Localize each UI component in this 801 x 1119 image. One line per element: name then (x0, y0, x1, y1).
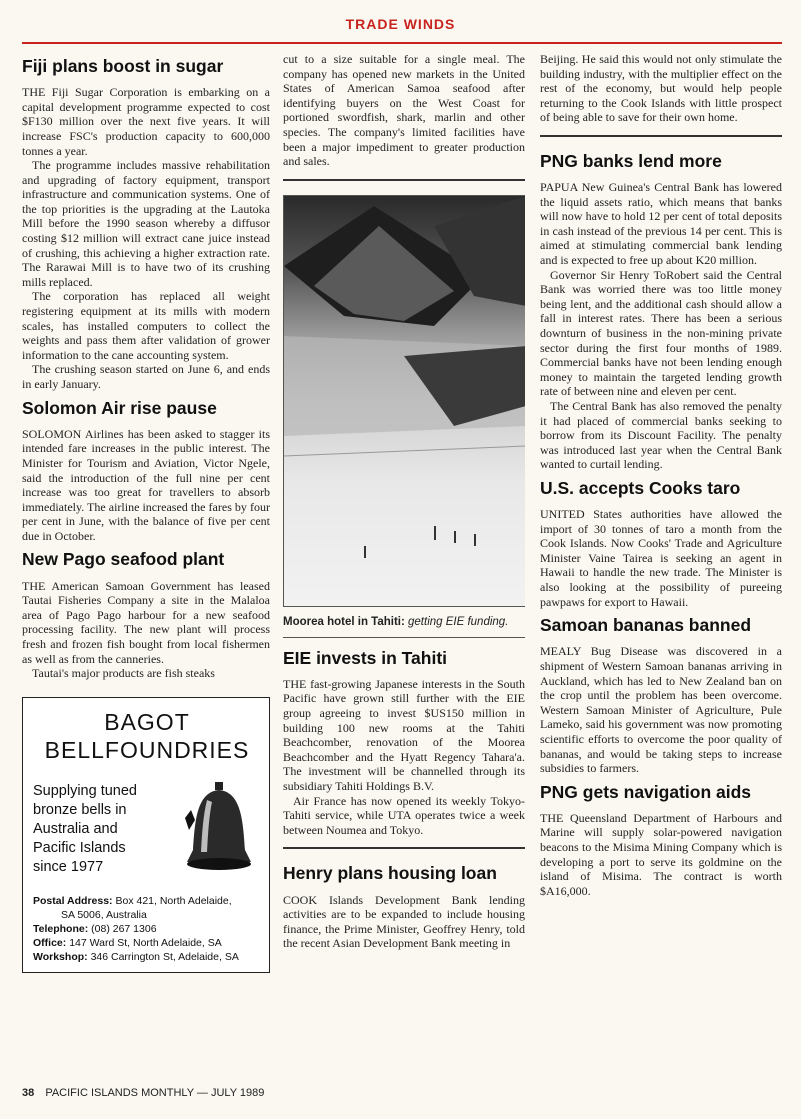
advertisement-bagot (22, 697, 270, 973)
hotel-photo (283, 195, 525, 607)
divider (540, 135, 782, 137)
column-1 (22, 50, 270, 1073)
ad-body (33, 780, 261, 880)
ad-phone-label: Telephone: (33, 922, 89, 935)
header-rule (22, 42, 782, 44)
headline-fiji: Fiji plans boost in sugar (22, 56, 224, 76)
headline-navigation: PNG gets navigation aids (540, 781, 752, 802)
paragraph: Governor Sir Henry ToRobert said the Central Bank was worried there was too little money being lent, and the additional cash should allow a fall in interest rates. There has been a serious downturn of business in the non-mining private sector during the first four months of 1989. Commercial banks have not been lending enough money to maintain the targeted lending growth rate of between nine and eleven per cent. (540, 267, 782, 399)
paragraph: The corporation has replaced all weight registering equipment at its mills with modern scales, has installed computers to collect the weights and pass them after validation of grower information to the cane accounting system. (22, 289, 270, 362)
paragraph: The crushing season started on June 6, and ends in early January. (22, 362, 270, 391)
ad-postal-label: Postal Address: (33, 894, 113, 907)
article-png-banks (540, 151, 782, 472)
headline-henry: Henry plans housing loan (283, 863, 497, 884)
ad-phone-value: (08) 267 1306 (91, 922, 157, 935)
headline-png-banks: PNG banks lend more (540, 150, 722, 171)
section-header: TRADE WINDS (345, 16, 456, 32)
publication-line: PACIFIC ISLANDS MONTHLY — JULY 1989 (45, 1087, 265, 1099)
ad-office-label: Office: (33, 936, 67, 949)
paragraph: UNITED States authorities have allowed the import of 30 tonnes of taro a month from the Cook Islands. Now Cooks' Trade and Agriculture Minister Vaine Tairea is seeking an agent in Hawaii to handle the new trade. The Minister is also looking at the possibility of pureeing pawpaws for export to Hawaii. (540, 507, 782, 609)
ad-tagline-line: since 1977 (33, 859, 104, 876)
divider (283, 637, 525, 638)
ad-tagline-line: Pacific Islands (33, 840, 126, 857)
paragraph: SOLOMON Airlines has been asked to stagger its intended fare increases in the public interest. The Minister for Tourism and Aviation, Victor Ngele, said the introduction of the full nine per cent increase was too great for travellers to absorb immediately. The airline increased the fares by four per cent in June, with the balance of five per cent due in October. (22, 426, 270, 543)
divider (283, 847, 525, 849)
ad-tagline (33, 782, 137, 877)
ad-contact (33, 894, 261, 964)
caption-bold: Moorea hotel in Tahiti: (283, 615, 405, 628)
hotel-photo-image (284, 196, 525, 606)
paragraph-continued: Beijing. He said this would not only stimulate the building industry, with the multiplier effect on the rest of the economy, but would help people returning to the Cook Islands with little prospect of being able to save for their own home. (540, 52, 782, 125)
caption-italic: getting EIE funding. (408, 615, 509, 628)
ad-postal-line2: SA 5006, Australia (61, 908, 147, 921)
ad-phone (33, 922, 261, 936)
article-pago (22, 549, 270, 680)
headline-pago: New Pago seafood plant (22, 549, 225, 570)
photo-caption (283, 615, 525, 629)
article-fiji (22, 56, 270, 392)
headline-taro: U.S. accepts Cooks taro (540, 477, 741, 498)
headline-bananas: Samoan bananas banned (540, 615, 752, 636)
paragraph-continued: cut to a size suitable for a single meal. The company has opened new markets in the United States of American Samoa seafood after identifying buyers on the West Coast for portioned swordfish, shark, marlin and other species. The company's limited facilities have been a major impediment to greater production and sales. (283, 52, 525, 169)
paragraph: THE Queensland Department of Harbours and Marine will supply solar-powered navigation beacons to the Misima Mining Company which is developing a port to serve its goldmine on the island of Misima. The contract is worth $A16,000. (540, 810, 782, 898)
article-henry (283, 863, 525, 951)
paragraph: The programme includes massive rehabilitation and upgrading of factory equipment, transport infrastructure and communication systems. One of the top priorities is the upgrading at the Lautoka Mill before the 1990 season whereby a diffusor costing $12 million will extract cane juice instead of crushing, this achieving a higher extraction rate. The Rarawai Mill is to have two of its crushing mills replaced. (22, 158, 270, 289)
ad-tagline-line: bronze bells in (33, 802, 127, 819)
paragraph: Tautai's major products are fish steaks (32, 666, 215, 681)
paragraph: MEALY Bug Disease was discovered in a shipment of Western Samoan bananas arriving in Auckland, which has led to New Zealand ban on the crop until the problem has been overcome. Western Samoan Minister of Agriculture, Pule Lameko, said his government was now promoting scientific efforts to overcome the poor quality of bananas, and would be taking steps to increase subsidies to farmers. (540, 644, 782, 776)
divider (283, 179, 525, 181)
article-eie (283, 648, 525, 838)
article-bananas (540, 615, 782, 775)
bell-icon (177, 780, 261, 880)
ad-office (33, 936, 261, 950)
headline-solomon: Solomon Air rise pause (22, 397, 217, 418)
ad-postal (33, 894, 261, 908)
paragraph: Air France has now opened its weekly Tokyo-Tahiti service, while UTA operates twice a week between Noumea and Tokyo. (283, 793, 525, 837)
ad-postal-value: Box 421, North Adelaide, (115, 894, 232, 907)
paragraph: COOK Islands Development Bank lending activities are to be expanded to include housing finance, the Prime Minister, Geoffrey Henry, told the recent Asian Development Bank meeting in (283, 892, 525, 951)
ad-title-line1: BAGOT (104, 708, 190, 735)
ad-office-value: 147 Ward St, North Adelaide, SA (69, 936, 222, 949)
page-footer (22, 1087, 264, 1099)
column-3 (540, 50, 782, 1073)
ad-tagline-line: Supplying tuned (33, 783, 137, 800)
ad-title-line2: BELLFOUNDRIES (44, 736, 250, 763)
column-2 (283, 50, 525, 1073)
ad-tagline-line: Australia and (33, 821, 118, 838)
article-taro (540, 478, 782, 609)
paragraph: The Central Bank has also removed the penalty it had placed of commercial banks seeking to borrow from its Discount Facility. The penalty was introduced last year when the Central Bank wanted to curtail lending. (540, 399, 782, 472)
page-number: 38 (22, 1087, 35, 1099)
ad-workshop-value: 346 Carrington St, Adelaide, SA (90, 950, 239, 963)
ad-workshop (33, 950, 261, 964)
article-solomon (22, 398, 270, 544)
headline-eie: EIE invests in Tahiti (283, 647, 448, 668)
paragraph: THE Fiji Sugar Corporation is embarking on a capital development programme expected to cost $F130 million over the next five years. It will increase FSC's production capacity to 600,000 tonnes a year. (22, 85, 270, 158)
article-navigation (540, 782, 782, 899)
paragraph: THE fast-growing Japanese interests in the South Pacific have grown still further with the EIE group agreeing to invest $US150 million in building 100 new rooms at the Tahiti Beachcomber, renovation of the Moorea Beachcomber and the Hyatt Regency Tahara'a. The investment will be channelled through its subsidiary Tahiti Holdings B.V. (283, 676, 525, 794)
paragraph: THE American Samoan Government has leased Tautai Fisheries Company a site in the Malaloa area of Pago Pago harbour for a new seafood processing facility. The new plant will process fresh and frozen fish bought from local fishermen as well as from the canneries. (22, 578, 270, 666)
ad-workshop-label: Workshop: (33, 950, 88, 963)
paragraph: PAPUA New Guinea's Central Bank has lowered the liquid assets ratio, which means that banks will now have to hold 12 per cent of total deposits in cash instead of the previous 14 per cent. This is aimed at stimulating commercial bank lending and is expected to free up about K20 million. (540, 180, 782, 268)
